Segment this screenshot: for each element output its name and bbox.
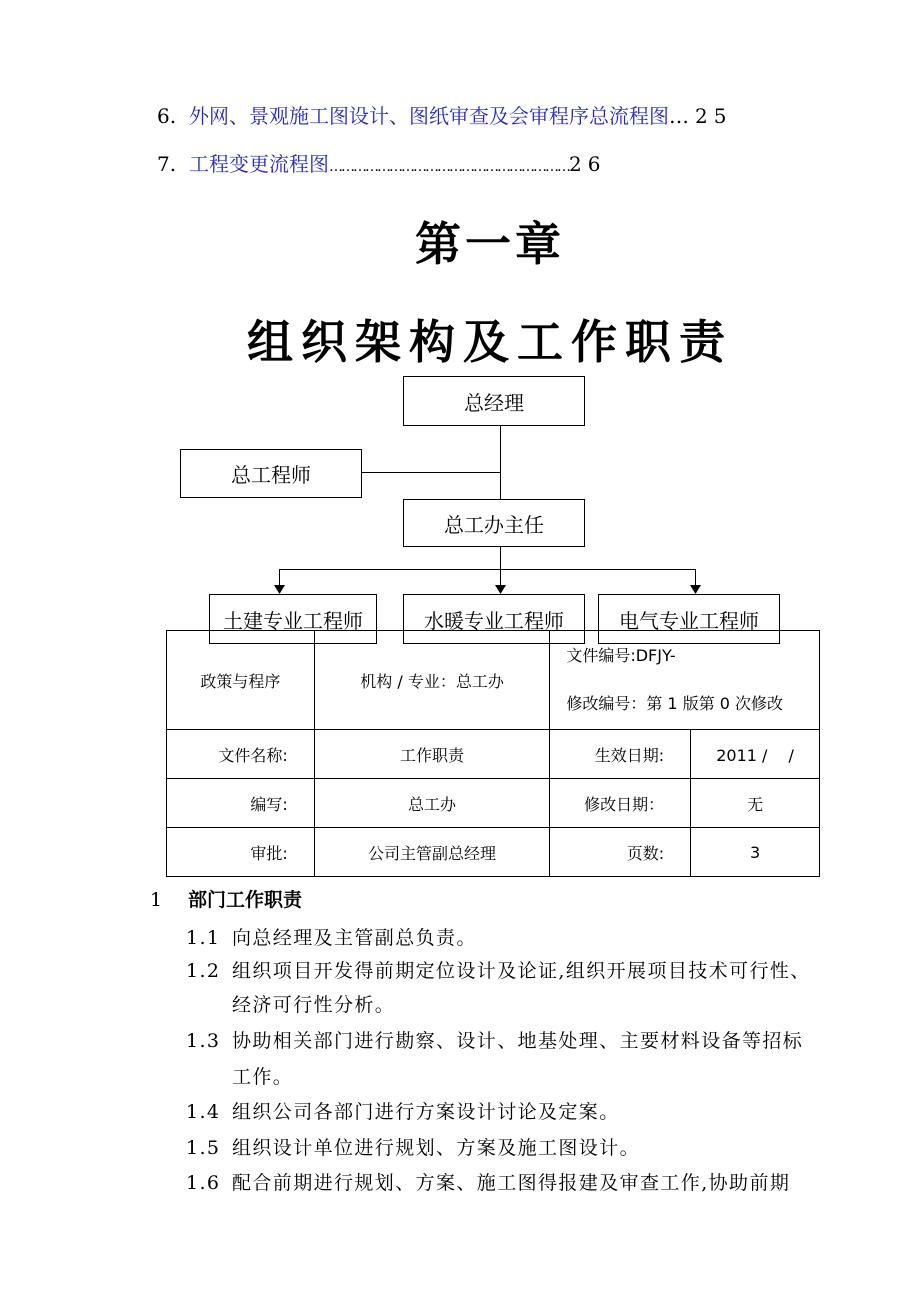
- list-item: [186, 1097, 620, 1124]
- toc-page: 26: [569, 152, 607, 176]
- list-item: [186, 1168, 790, 1195]
- effective-date-label: 生效日期:: [550, 730, 691, 779]
- toc-entry-7[interactable]: [157, 148, 606, 177]
- list-item: [186, 956, 811, 983]
- org-civil-engineer: 土建专业工程师: [209, 594, 377, 644]
- section-title: 部门工作职责: [188, 889, 303, 911]
- toc-leader: …: [669, 104, 689, 128]
- file-name-label: 文件名称:: [167, 730, 315, 779]
- file-name-value: 工作职责: [314, 730, 550, 779]
- item-text: 配合前期进行规划、方案、施工图得报建及审查工作,协助前期: [232, 1172, 791, 1194]
- connector: [279, 569, 695, 570]
- toc-entry-6[interactable]: [157, 100, 732, 129]
- item-number: 1.5: [186, 1137, 221, 1159]
- author-value: 总工办: [314, 779, 550, 828]
- file-number-cell: [550, 631, 820, 730]
- section-heading: [150, 885, 302, 912]
- item-text: 组织公司各部门进行方案设计讨论及定案。: [232, 1101, 620, 1123]
- list-item-continuation: 经济可行性分析。: [232, 994, 396, 1016]
- pages-value: 3: [691, 828, 820, 877]
- connector: [362, 472, 500, 473]
- item-number: 1.4: [186, 1101, 221, 1123]
- chapter-title: 组织架构及工作职责: [247, 315, 733, 369]
- item-text: 协助相关部门进行勘察、设计、地基处理、主要材料设备等招标: [232, 1030, 804, 1052]
- connector: [500, 426, 501, 499]
- toc-title: 工程变更流程图: [189, 152, 329, 176]
- policy-cell: 政策与程序: [167, 631, 315, 730]
- toc-page: 25: [695, 104, 733, 128]
- list-item: [186, 923, 477, 950]
- chapter-number: 第一章: [415, 217, 565, 271]
- file-number: 文件编号:DFJY-: [566, 646, 676, 665]
- toc-leader: ……………………………………………………: [329, 159, 569, 175]
- effective-date-value: 2011 / /: [691, 730, 820, 779]
- revision-number: 修改编号：第 1 版第 0 次修改: [566, 694, 784, 713]
- org-chief-office-director: 总工办主任: [403, 499, 585, 547]
- section-number: 1: [150, 889, 163, 911]
- modified-date-label: 修改日期：: [550, 779, 691, 828]
- arrow-down-icon: [690, 585, 701, 595]
- org-electrical-engineer: 电气专业工程师: [598, 594, 780, 644]
- document-meta-table: [166, 630, 820, 877]
- item-text: 组织项目开发得前期定位设计及论证,组织开展项目技术可行性、: [232, 960, 811, 982]
- connector: [500, 547, 501, 569]
- item-number: 1.1: [186, 927, 221, 949]
- org-cell: 机构 / 专业：总工办: [314, 631, 550, 730]
- toc-number: 7.: [157, 152, 177, 176]
- org-general-manager: 总经理: [403, 376, 585, 426]
- list-item-continuation: 工作。: [232, 1066, 294, 1088]
- item-number: 1.2: [186, 960, 221, 982]
- item-text: 向总经理及主管副总负责。: [232, 927, 477, 949]
- item-number: 1.3: [186, 1030, 221, 1052]
- pages-label: 页数:: [550, 828, 691, 877]
- toc-number: 6.: [157, 104, 177, 128]
- author-label: 编写:: [167, 779, 315, 828]
- list-item: [186, 1133, 640, 1160]
- list-item: [186, 1026, 803, 1053]
- modified-date-value: 无: [691, 779, 820, 828]
- item-text: 组织设计单位进行规划、方案及施工图设计。: [232, 1137, 641, 1159]
- approver-value: 公司主管副总经理: [314, 828, 550, 877]
- org-hvac-engineer: 水暖专业工程师: [403, 594, 585, 644]
- arrow-down-icon: [495, 585, 506, 595]
- org-chief-engineer: 总工程师: [180, 449, 362, 498]
- item-number: 1.6: [186, 1172, 221, 1194]
- arrow-down-icon: [274, 585, 285, 595]
- approver-label: 审批:: [167, 828, 315, 877]
- toc-title: 外网、景观施工图设计、图纸审查及会审程序总流程图: [189, 104, 669, 128]
